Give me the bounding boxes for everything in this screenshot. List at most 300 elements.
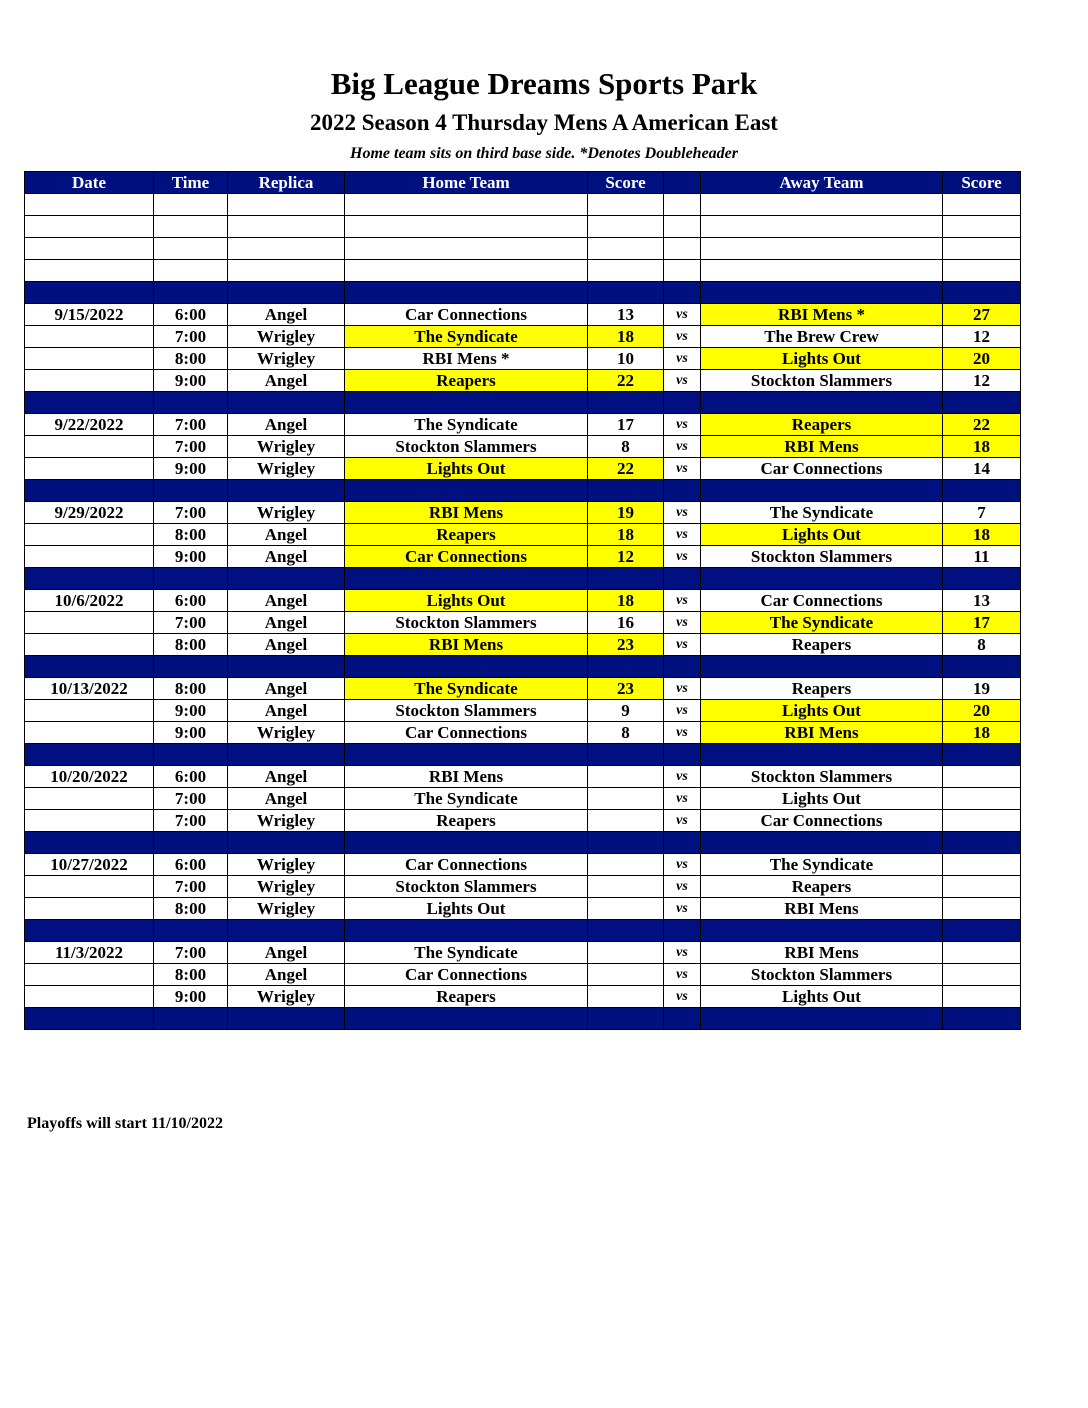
- cell-replica: Angel: [228, 590, 345, 612]
- cell-date: 9/15/2022: [25, 304, 154, 326]
- cell-vs: vs: [664, 502, 701, 524]
- cell-away-team: RBI Mens: [701, 722, 943, 744]
- separator-row: [25, 480, 1021, 502]
- cell-date: [25, 326, 154, 348]
- separator-cell: [25, 920, 154, 942]
- separator-cell: [664, 1008, 701, 1030]
- cell-date: 10/20/2022: [25, 766, 154, 788]
- cell-away-team: Lights Out: [701, 348, 943, 370]
- cell-away-team: RBI Mens *: [701, 304, 943, 326]
- cell-home-team: Car Connections: [345, 546, 588, 568]
- separator-cell: [228, 568, 345, 590]
- page-subtitle: 2022 Season 4 Thursday Mens A American East: [310, 110, 778, 135]
- cell-time: 8:00: [154, 634, 228, 656]
- separator-cell: [701, 656, 943, 678]
- cell-replica: Angel: [228, 370, 345, 392]
- cell-home-team: Car Connections: [345, 722, 588, 744]
- separator-cell: [154, 282, 228, 304]
- cell-home-score: 12: [588, 546, 664, 568]
- cell-time: 6:00: [154, 590, 228, 612]
- cell-home-team: RBI Mens *: [345, 348, 588, 370]
- blank-cell: [701, 260, 943, 282]
- separator-cell: [588, 920, 664, 942]
- blank-cell: [664, 260, 701, 282]
- blank-cell: [943, 260, 1021, 282]
- game-row: [25, 722, 1021, 744]
- cell-away-team: Reapers: [701, 634, 943, 656]
- separator-cell: [25, 392, 154, 414]
- cell-away-score: 8: [943, 634, 1021, 656]
- cell-replica: Angel: [228, 524, 345, 546]
- cell-away-team: Stockton Slammers: [701, 964, 943, 986]
- cell-away-team: The Syndicate: [701, 854, 943, 876]
- cell-time: 8:00: [154, 898, 228, 920]
- separator-cell: [228, 282, 345, 304]
- cell-time: 9:00: [154, 546, 228, 568]
- cell-away-score: 22: [943, 414, 1021, 436]
- cell-date: 11/3/2022: [25, 942, 154, 964]
- cell-date: 9/22/2022: [25, 414, 154, 436]
- cell-away-score: [943, 942, 1021, 964]
- cell-replica: Angel: [228, 612, 345, 634]
- cell-replica: Angel: [228, 304, 345, 326]
- separator-cell: [943, 282, 1021, 304]
- cell-away-score: 17: [943, 612, 1021, 634]
- col-header-vs: [664, 172, 701, 194]
- cell-date: [25, 370, 154, 392]
- blank-cell: [588, 216, 664, 238]
- separator-cell: [943, 744, 1021, 766]
- blank-cell: [701, 238, 943, 260]
- cell-vs: vs: [664, 436, 701, 458]
- separator-cell: [943, 392, 1021, 414]
- cell-home-score: [588, 964, 664, 986]
- separator-cell: [588, 568, 664, 590]
- cell-replica: Wrigley: [228, 898, 345, 920]
- blank-cell: [228, 216, 345, 238]
- cell-home-team: Reapers: [345, 370, 588, 392]
- cell-replica: Wrigley: [228, 348, 345, 370]
- separator-cell: [588, 832, 664, 854]
- game-row: [25, 304, 1021, 326]
- cell-home-score: 18: [588, 590, 664, 612]
- game-row: [25, 942, 1021, 964]
- blank-cell: [228, 194, 345, 216]
- cell-date: 10/27/2022: [25, 854, 154, 876]
- cell-time: 7:00: [154, 326, 228, 348]
- cell-time: 7:00: [154, 942, 228, 964]
- separator-cell: [664, 920, 701, 942]
- cell-home-team: Lights Out: [345, 898, 588, 920]
- cell-away-score: [943, 810, 1021, 832]
- blank-row: [25, 194, 1021, 216]
- separator-cell: [154, 656, 228, 678]
- blank-cell: [25, 260, 154, 282]
- separator-cell: [701, 1008, 943, 1030]
- cell-away-team: Lights Out: [701, 788, 943, 810]
- separator-cell: [25, 282, 154, 304]
- blank-cell: [154, 194, 228, 216]
- cell-vs: vs: [664, 348, 701, 370]
- cell-replica: Wrigley: [228, 436, 345, 458]
- cell-time: 7:00: [154, 810, 228, 832]
- blank-cell: [664, 194, 701, 216]
- cell-replica: Angel: [228, 678, 345, 700]
- cell-away-score: 19: [943, 678, 1021, 700]
- cell-home-team: Car Connections: [345, 964, 588, 986]
- game-row: [25, 348, 1021, 370]
- cell-replica: Angel: [228, 634, 345, 656]
- game-row: [25, 524, 1021, 546]
- game-row: [25, 898, 1021, 920]
- cell-home-team: The Syndicate: [345, 942, 588, 964]
- separator-cell: [701, 568, 943, 590]
- col-header-replica: Replica: [228, 172, 345, 194]
- cell-away-team: Stockton Slammers: [701, 546, 943, 568]
- separator-cell: [345, 1008, 588, 1030]
- blank-cell: [228, 260, 345, 282]
- separator-row: [25, 1008, 1021, 1030]
- separator-row: [25, 568, 1021, 590]
- cell-time: 9:00: [154, 986, 228, 1008]
- cell-away-score: 12: [943, 370, 1021, 392]
- cell-vs: vs: [664, 876, 701, 898]
- header-row: [25, 172, 1021, 194]
- separator-cell: [345, 744, 588, 766]
- cell-date: 10/13/2022: [25, 678, 154, 700]
- game-row: [25, 370, 1021, 392]
- separator-cell: [701, 480, 943, 502]
- separator-cell: [25, 568, 154, 590]
- cell-vs: vs: [664, 304, 701, 326]
- cell-home-score: 18: [588, 326, 664, 348]
- game-row: [25, 876, 1021, 898]
- blank-cell: [664, 238, 701, 260]
- cell-away-score: 18: [943, 436, 1021, 458]
- cell-home-score: [588, 788, 664, 810]
- separator-cell: [345, 392, 588, 414]
- blank-cell: [943, 238, 1021, 260]
- blank-row: [25, 238, 1021, 260]
- cell-vs: vs: [664, 414, 701, 436]
- cell-away-score: [943, 854, 1021, 876]
- separator-cell: [701, 282, 943, 304]
- game-row: [25, 590, 1021, 612]
- col-header-time: Time: [154, 172, 228, 194]
- cell-home-score: 17: [588, 414, 664, 436]
- cell-date: [25, 788, 154, 810]
- cell-vs: vs: [664, 700, 701, 722]
- page-note: Home team sits on third base side. *Denotes Doubleheader: [350, 145, 738, 162]
- blank-cell: [588, 194, 664, 216]
- cell-time: 7:00: [154, 876, 228, 898]
- cell-vs: vs: [664, 678, 701, 700]
- cell-date: 10/6/2022: [25, 590, 154, 612]
- separator-cell: [154, 568, 228, 590]
- cell-time: 7:00: [154, 612, 228, 634]
- separator-cell: [228, 744, 345, 766]
- separator-cell: [154, 1008, 228, 1030]
- cell-vs: vs: [664, 524, 701, 546]
- cell-replica: Angel: [228, 414, 345, 436]
- separator-row: [25, 656, 1021, 678]
- cell-home-score: 8: [588, 722, 664, 744]
- cell-home-score: 22: [588, 458, 664, 480]
- cell-home-team: Reapers: [345, 810, 588, 832]
- blank-cell: [25, 216, 154, 238]
- blank-cell: [25, 194, 154, 216]
- cell-away-score: 18: [943, 524, 1021, 546]
- separator-cell: [943, 1008, 1021, 1030]
- game-row: [25, 546, 1021, 568]
- blank-row: [25, 216, 1021, 238]
- separator-row: [25, 392, 1021, 414]
- cell-date: [25, 612, 154, 634]
- blank-cell: [701, 194, 943, 216]
- cell-away-score: 27: [943, 304, 1021, 326]
- cell-home-score: 23: [588, 678, 664, 700]
- separator-cell: [701, 744, 943, 766]
- cell-replica: Wrigley: [228, 986, 345, 1008]
- cell-time: 7:00: [154, 788, 228, 810]
- cell-home-score: [588, 854, 664, 876]
- cell-home-team: Reapers: [345, 524, 588, 546]
- cell-home-score: 8: [588, 436, 664, 458]
- separator-cell: [345, 832, 588, 854]
- game-row: [25, 964, 1021, 986]
- cell-home-score: [588, 766, 664, 788]
- cell-away-score: 12: [943, 326, 1021, 348]
- cell-time: 8:00: [154, 348, 228, 370]
- cell-vs: vs: [664, 986, 701, 1008]
- cell-away-team: Car Connections: [701, 458, 943, 480]
- separator-cell: [701, 920, 943, 942]
- separator-cell: [228, 480, 345, 502]
- cell-away-score: [943, 986, 1021, 1008]
- cell-away-team: Reapers: [701, 678, 943, 700]
- separator-cell: [345, 568, 588, 590]
- cell-away-team: Lights Out: [701, 524, 943, 546]
- cell-vs: vs: [664, 458, 701, 480]
- cell-date: [25, 898, 154, 920]
- cell-vs: vs: [664, 898, 701, 920]
- cell-date: [25, 964, 154, 986]
- separator-row: [25, 744, 1021, 766]
- cell-time: 9:00: [154, 458, 228, 480]
- separator-cell: [345, 656, 588, 678]
- cell-home-team: Stockton Slammers: [345, 876, 588, 898]
- cell-away-score: 14: [943, 458, 1021, 480]
- separator-cell: [588, 480, 664, 502]
- cell-home-team: RBI Mens: [345, 634, 588, 656]
- game-row: [25, 854, 1021, 876]
- cell-date: [25, 436, 154, 458]
- cell-home-team: Lights Out: [345, 590, 588, 612]
- separator-cell: [701, 832, 943, 854]
- cell-vs: vs: [664, 810, 701, 832]
- cell-vs: vs: [664, 326, 701, 348]
- game-row: [25, 458, 1021, 480]
- cell-time: 6:00: [154, 304, 228, 326]
- cell-home-team: RBI Mens: [345, 502, 588, 524]
- cell-vs: vs: [664, 788, 701, 810]
- separator-cell: [664, 282, 701, 304]
- cell-home-team: Car Connections: [345, 304, 588, 326]
- cell-vs: vs: [664, 942, 701, 964]
- blank-cell: [664, 216, 701, 238]
- blank-cell: [345, 260, 588, 282]
- cell-vs: vs: [664, 854, 701, 876]
- game-row: [25, 678, 1021, 700]
- separator-cell: [943, 832, 1021, 854]
- cell-home-score: 18: [588, 524, 664, 546]
- cell-away-team: The Brew Crew: [701, 326, 943, 348]
- separator-cell: [588, 1008, 664, 1030]
- cell-time: 9:00: [154, 370, 228, 392]
- cell-date: [25, 524, 154, 546]
- cell-home-team: The Syndicate: [345, 326, 588, 348]
- cell-home-score: [588, 986, 664, 1008]
- cell-away-score: [943, 964, 1021, 986]
- cell-vs: vs: [664, 722, 701, 744]
- game-row: [25, 634, 1021, 656]
- separator-cell: [943, 480, 1021, 502]
- col-header-away-score: Score: [943, 172, 1021, 194]
- cell-home-team: Stockton Slammers: [345, 612, 588, 634]
- cell-replica: Wrigley: [228, 810, 345, 832]
- game-row: [25, 326, 1021, 348]
- cell-vs: vs: [664, 546, 701, 568]
- cell-away-team: The Syndicate: [701, 502, 943, 524]
- separator-cell: [664, 392, 701, 414]
- col-header-home-score: Score: [588, 172, 664, 194]
- cell-time: 7:00: [154, 502, 228, 524]
- separator-row: [25, 832, 1021, 854]
- cell-vs: vs: [664, 766, 701, 788]
- game-row: [25, 986, 1021, 1008]
- cell-away-team: Lights Out: [701, 700, 943, 722]
- game-row: [25, 788, 1021, 810]
- cell-home-score: 22: [588, 370, 664, 392]
- cell-away-score: 13: [943, 590, 1021, 612]
- cell-time: 8:00: [154, 964, 228, 986]
- separator-cell: [943, 920, 1021, 942]
- blank-cell: [25, 238, 154, 260]
- cell-time: 9:00: [154, 722, 228, 744]
- cell-date: [25, 986, 154, 1008]
- cell-home-team: The Syndicate: [345, 678, 588, 700]
- separator-cell: [664, 656, 701, 678]
- cell-away-score: [943, 766, 1021, 788]
- game-row: [25, 766, 1021, 788]
- cell-away-score: 7: [943, 502, 1021, 524]
- blank-cell: [588, 238, 664, 260]
- col-header-away-team: Away Team: [701, 172, 943, 194]
- cell-away-score: 20: [943, 700, 1021, 722]
- cell-date: [25, 876, 154, 898]
- cell-home-score: 10: [588, 348, 664, 370]
- separator-cell: [943, 568, 1021, 590]
- cell-replica: Angel: [228, 942, 345, 964]
- cell-replica: Wrigley: [228, 502, 345, 524]
- cell-replica: Angel: [228, 788, 345, 810]
- blank-cell: [943, 216, 1021, 238]
- separator-cell: [701, 392, 943, 414]
- cell-date: [25, 810, 154, 832]
- separator-cell: [943, 656, 1021, 678]
- blank-cell: [154, 216, 228, 238]
- blank-cell: [345, 194, 588, 216]
- separator-cell: [228, 920, 345, 942]
- cell-replica: Angel: [228, 546, 345, 568]
- cell-home-score: 16: [588, 612, 664, 634]
- col-header-home-team: Home Team: [345, 172, 588, 194]
- cell-away-team: Reapers: [701, 876, 943, 898]
- cell-away-team: Stockton Slammers: [701, 370, 943, 392]
- cell-away-score: [943, 876, 1021, 898]
- cell-vs: vs: [664, 634, 701, 656]
- cell-replica: Wrigley: [228, 854, 345, 876]
- blank-cell: [943, 194, 1021, 216]
- cell-away-team: Car Connections: [701, 810, 943, 832]
- cell-home-score: [588, 898, 664, 920]
- cell-home-score: 23: [588, 634, 664, 656]
- cell-away-team: RBI Mens: [701, 942, 943, 964]
- cell-away-score: 11: [943, 546, 1021, 568]
- separator-cell: [154, 832, 228, 854]
- separator-cell: [228, 1008, 345, 1030]
- cell-home-score: 13: [588, 304, 664, 326]
- cell-replica: Angel: [228, 766, 345, 788]
- cell-home-score: 9: [588, 700, 664, 722]
- cell-home-team: Car Connections: [345, 854, 588, 876]
- separator-cell: [588, 656, 664, 678]
- cell-replica: Wrigley: [228, 458, 345, 480]
- game-row: [25, 700, 1021, 722]
- cell-replica: Wrigley: [228, 326, 345, 348]
- game-row: [25, 436, 1021, 458]
- game-row: [25, 502, 1021, 524]
- cell-vs: vs: [664, 612, 701, 634]
- cell-date: [25, 722, 154, 744]
- cell-away-team: Stockton Slammers: [701, 766, 943, 788]
- cell-time: 7:00: [154, 436, 228, 458]
- separator-cell: [664, 744, 701, 766]
- cell-time: 6:00: [154, 766, 228, 788]
- separator-cell: [345, 920, 588, 942]
- separator-cell: [345, 282, 588, 304]
- separator-cell: [664, 832, 701, 854]
- blank-cell: [154, 260, 228, 282]
- cell-vs: vs: [664, 964, 701, 986]
- cell-replica: Wrigley: [228, 722, 345, 744]
- game-row: [25, 612, 1021, 634]
- blank-cell: [345, 216, 588, 238]
- separator-cell: [588, 392, 664, 414]
- cell-home-team: RBI Mens: [345, 766, 588, 788]
- cell-away-team: RBI Mens: [701, 436, 943, 458]
- separator-cell: [345, 480, 588, 502]
- cell-time: 7:00: [154, 414, 228, 436]
- cell-date: [25, 700, 154, 722]
- cell-vs: vs: [664, 590, 701, 612]
- separator-cell: [25, 832, 154, 854]
- cell-date: [25, 348, 154, 370]
- separator-row: [25, 920, 1021, 942]
- cell-replica: Angel: [228, 700, 345, 722]
- cell-home-score: 19: [588, 502, 664, 524]
- cell-away-team: Car Connections: [701, 590, 943, 612]
